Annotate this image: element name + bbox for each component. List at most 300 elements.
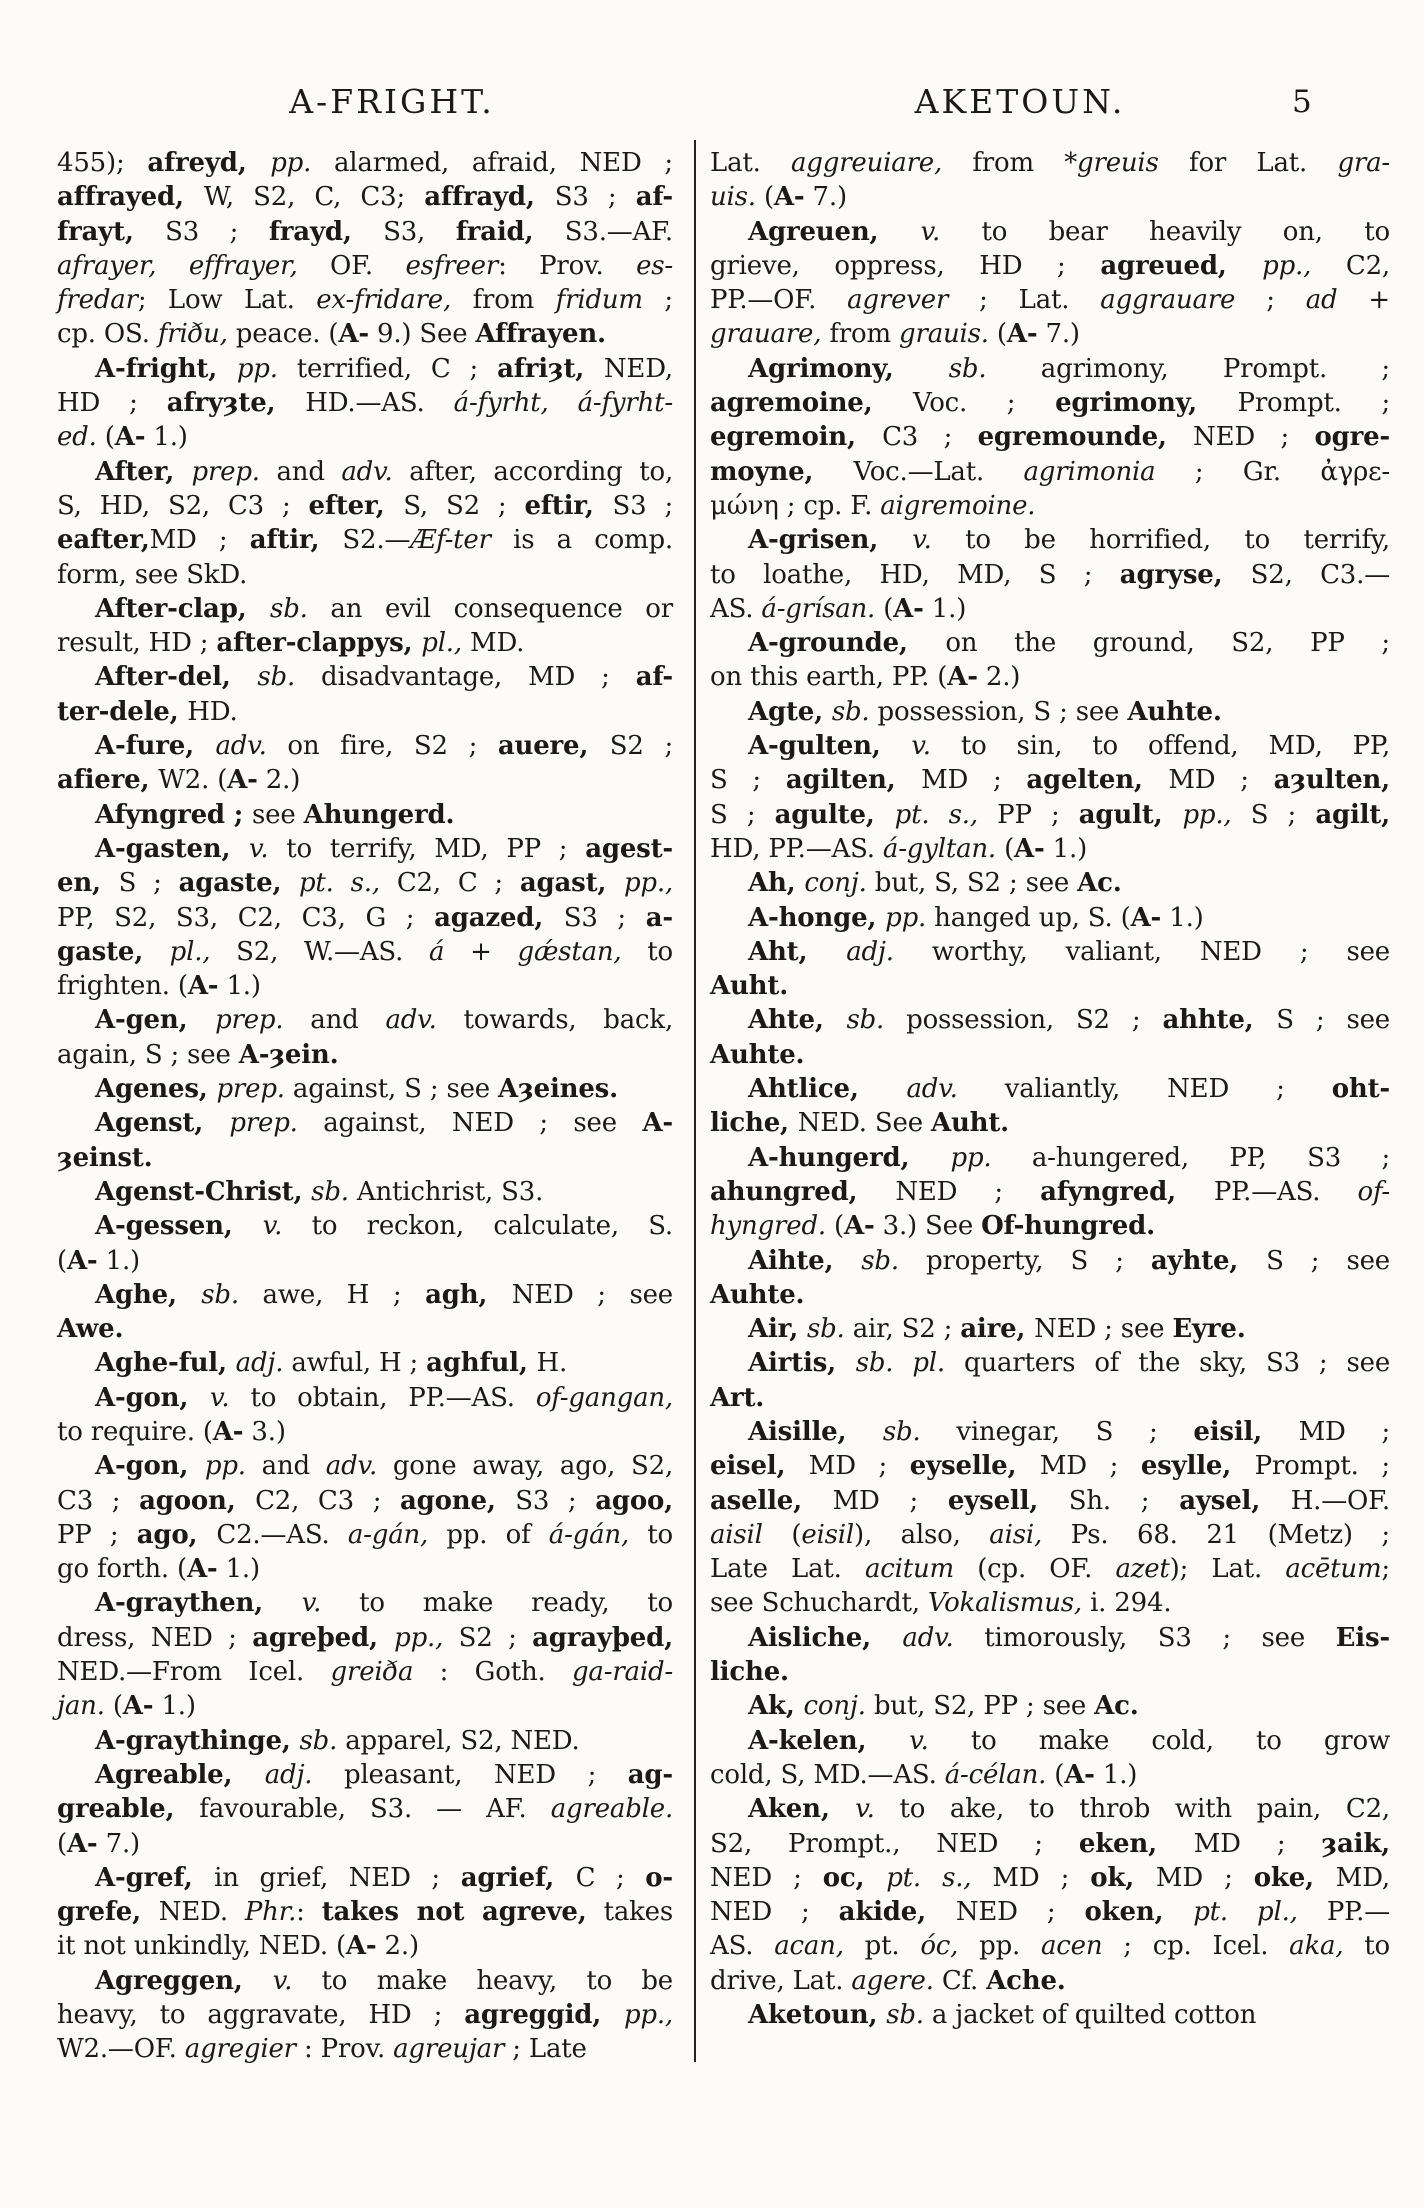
text-segment: ( — [755, 182, 774, 213]
text-segment: it not unkindly, NED. ( — [57, 1931, 346, 1962]
dictionary-entry — [57, 1003, 673, 1072]
text-segment: After-del, — [95, 662, 258, 693]
column-divider-rule — [694, 140, 696, 2062]
text-segment: PP ; — [57, 1519, 137, 1550]
text-line — [710, 146, 1390, 180]
text-line — [57, 1415, 673, 1449]
text-segment: a-gán, — [347, 1519, 429, 1550]
text-segment: S, S2 ; — [403, 490, 525, 521]
text-line — [57, 592, 673, 626]
running-title-right: AKETOUN. — [914, 82, 1126, 121]
text-line — [57, 866, 673, 900]
text-segment: cp. OS. — [57, 319, 158, 350]
text-segment: sb. — [201, 1279, 239, 1310]
text-segment: v. — [272, 1965, 293, 1996]
text-segment: but, S, S2 ; see — [866, 868, 1078, 899]
text-segment: adv. — [906, 1074, 958, 1105]
text-line — [710, 866, 1390, 900]
text-segment: against, NED ; see — [297, 1108, 643, 1139]
text-segment: A-gessen, — [95, 1211, 263, 1242]
text-segment: pt. s., — [894, 799, 978, 830]
text-segment: sb. — [882, 1416, 921, 1447]
text-line — [57, 1724, 673, 1758]
text-line — [57, 1381, 673, 1415]
text-segment: pp. — [270, 148, 312, 178]
text-segment: 1.) — [218, 971, 261, 1002]
text-segment: HD. — [187, 696, 238, 727]
dictionary-entry — [57, 592, 673, 661]
text-line — [57, 1689, 673, 1723]
text-segment: aisi, — [989, 1519, 1043, 1550]
text-segment: pp., — [623, 2000, 673, 2031]
text-segment: MD ; — [1168, 765, 1274, 796]
text-segment: to — [621, 936, 674, 967]
text-segment: S3, — [383, 216, 456, 247]
text-segment: S3 ; — [612, 490, 674, 521]
text-segment: Voc.—Lat. — [853, 456, 1024, 487]
text-segment: A- — [187, 971, 219, 1002]
text-segment: A- — [1014, 833, 1045, 864]
text-segment: A- — [843, 1211, 875, 1242]
text-line — [57, 558, 673, 592]
text-segment: pp. of — [428, 1519, 549, 1550]
text-segment: from — [451, 285, 556, 316]
text-segment: S2, C3.— — [1250, 559, 1391, 590]
text-segment: aselle, — [710, 1485, 833, 1516]
text-segment: aghful, — [426, 1348, 537, 1379]
running-title-left: A-FRIGHT. — [289, 82, 495, 121]
text-segment: towards, back, — [436, 1005, 674, 1036]
text-line — [57, 1964, 673, 1998]
text-segment: pl., — [169, 936, 211, 967]
text-line — [710, 1278, 1390, 1312]
text-segment: MD. — [461, 628, 525, 659]
text-segment: 7.) — [97, 1828, 140, 1859]
text-segment: Afyngred ; — [95, 799, 253, 830]
text-segment: timorously, S3 ; see — [953, 1622, 1336, 1653]
text-line — [57, 1552, 673, 1586]
text-segment: Art. — [710, 1382, 765, 1413]
dictionary-entry — [710, 1998, 1390, 2032]
text-segment: egrimony, — [1055, 388, 1238, 419]
dictionary-entry — [710, 1003, 1390, 1072]
text-segment: Agenst-Christ, — [95, 1176, 312, 1207]
text-segment: á-fyrht, á-fyrht- — [453, 388, 674, 419]
text-segment: aggrauare — [1100, 285, 1236, 316]
text-line — [710, 935, 1390, 969]
text-segment: S2, Prompt., NED ; — [710, 1828, 1079, 1859]
text-segment: NED ; — [1193, 422, 1315, 453]
text-segment: : Prov. — [295, 2034, 394, 2065]
text-segment: agrayþed, — [532, 1622, 673, 1653]
text-segment: v. — [248, 833, 269, 864]
text-segment: Phr. — [244, 1897, 297, 1928]
text-line — [57, 1621, 673, 1655]
text-segment: eyselle, — [909, 1451, 1040, 1482]
dictionary-entry — [710, 866, 1390, 900]
text-segment: adv. — [325, 1451, 378, 1482]
text-segment: an evil consequence or — [307, 593, 673, 624]
dictionary-entry — [710, 1141, 1390, 1244]
text-segment: agilten, — [785, 765, 922, 796]
text-segment: Aisliche, — [748, 1622, 903, 1653]
text-segment: S2.— — [342, 525, 411, 556]
text-line — [57, 455, 673, 489]
text-segment: liche, — [710, 1108, 798, 1139]
text-segment: eken, — [1078, 1828, 1194, 1859]
text-segment: terrified, C ; — [277, 353, 498, 384]
dictionary-entry — [710, 1244, 1390, 1313]
text-line — [710, 626, 1390, 660]
text-line — [710, 1586, 1390, 1620]
text-segment: (cp. OF. — [953, 1554, 1116, 1585]
dictionary-entry — [57, 1106, 673, 1175]
dictionary-entry — [710, 935, 1390, 1004]
text-segment: Ah, — [748, 868, 805, 899]
dictionary-entry — [710, 729, 1390, 866]
text-line — [57, 1929, 673, 1963]
text-segment: ; Gr. ἀγρε- — [1155, 456, 1391, 487]
text-segment: Agreggen, — [95, 1965, 273, 1996]
text-line — [710, 1484, 1390, 1518]
text-segment: greuis — [1077, 148, 1159, 178]
text-segment: af- — [635, 662, 673, 693]
text-line — [57, 1895, 673, 1929]
text-segment: oht- — [1331, 1074, 1390, 1105]
text-line — [57, 1244, 673, 1278]
text-segment: ( — [57, 1828, 67, 1859]
dictionary-entry — [57, 146, 673, 352]
text-segment: 7.) — [804, 182, 847, 213]
text-segment: NED.—From Icel. — [57, 1657, 331, 1688]
text-segment: S3 ; — [554, 182, 636, 213]
text-segment: Ahte, — [748, 1005, 847, 1036]
text-line — [710, 386, 1390, 420]
dictionary-entry — [57, 1724, 673, 1758]
text-segment: Airtis, — [748, 1348, 856, 1379]
text-line — [710, 1003, 1390, 1037]
text-segment: S ; — [710, 799, 775, 830]
text-segment: agrimonia — [1023, 456, 1156, 487]
text-segment: NED. See — [797, 1108, 931, 1139]
text-segment: agryse, — [1119, 559, 1251, 590]
text-line — [57, 1861, 673, 1895]
text-segment: pt. s., — [886, 1862, 972, 1893]
text-segment: óc, — [920, 1931, 959, 1962]
text-segment: gone away, ago, S2, — [377, 1451, 674, 1482]
text-segment: afiere, — [57, 765, 159, 796]
text-segment: frayd, — [268, 216, 384, 247]
text-segment: v. — [855, 1794, 875, 1825]
text-segment: A-gulten, — [748, 731, 912, 762]
text-segment: agast, — [519, 868, 624, 899]
text-segment: aka, — [1289, 1931, 1344, 1962]
text-segment: Aghe, — [95, 1279, 202, 1310]
text-line — [710, 523, 1390, 557]
text-segment: sb. — [886, 2000, 924, 2031]
text-segment: Agreuen, — [748, 216, 921, 247]
text-segment: to sin, to offend, MD, PP, — [930, 731, 1391, 762]
dictionary-entry — [57, 832, 673, 1003]
text-segment: gaste, — [57, 936, 170, 967]
text-segment: see — [252, 799, 304, 830]
text-segment: Aken, — [748, 1794, 856, 1825]
text-segment: fredar — [57, 285, 138, 316]
text-segment: agere. — [851, 1965, 934, 1996]
text-line — [710, 1106, 1390, 1140]
text-segment: to require. ( — [57, 1416, 213, 1447]
text-segment: Æf-ter — [410, 525, 491, 556]
text-line — [57, 386, 673, 420]
text-segment: MD ; — [1155, 1862, 1254, 1893]
text-segment: afrayer, effrayer, — [57, 250, 331, 281]
text-segment: ( — [996, 833, 1015, 864]
text-segment: esylle, — [1140, 1451, 1255, 1482]
text-segment: MD ; — [1039, 1451, 1141, 1482]
dictionary-entry — [710, 1415, 1390, 1621]
text-segment: W2.—OF. — [57, 2034, 185, 2065]
text-segment: prep. — [216, 1074, 285, 1105]
text-segment: a-hungered, PP, S3 ; — [991, 1142, 1391, 1173]
text-segment: Ahungerd. — [303, 799, 455, 830]
text-segment: 1.) — [1161, 902, 1204, 933]
text-line — [710, 729, 1390, 763]
text-segment: 455); — [57, 148, 148, 178]
text-segment: ayhte, — [1150, 1245, 1267, 1276]
text-segment: 1.) — [217, 1554, 260, 1585]
dictionary-entry — [57, 1861, 673, 1964]
text-segment: peace. ( — [227, 319, 339, 350]
text-segment: ; — [642, 285, 673, 316]
text-line — [710, 249, 1390, 283]
text-segment: ( — [875, 593, 894, 624]
text-segment: W2. ( — [158, 765, 228, 796]
text-segment: A- — [947, 662, 978, 693]
text-segment: prep. — [229, 1108, 298, 1139]
text-line — [710, 1621, 1390, 1655]
text-segment: NED, — [603, 353, 673, 384]
text-line — [57, 660, 673, 694]
text-line — [57, 1792, 673, 1826]
text-segment: adj. — [235, 1348, 284, 1379]
text-segment: H.—OF. — [1290, 1485, 1390, 1516]
text-line — [710, 1209, 1390, 1243]
text-line — [710, 352, 1390, 386]
text-segment: sb. — [948, 353, 987, 384]
text-segment: fridum — [555, 285, 643, 316]
text-segment: again, S ; see — [57, 1039, 239, 1070]
text-segment: A- — [338, 319, 369, 350]
text-segment: A-ȝein. — [238, 1039, 339, 1070]
text-segment: S2, W.—AS. — [210, 936, 429, 967]
text-segment: and — [259, 456, 342, 487]
text-segment: Late Lat. — [710, 1554, 865, 1585]
text-line — [710, 1141, 1390, 1175]
text-segment: sb. — [806, 1314, 845, 1345]
text-segment: greiða — [330, 1657, 414, 1688]
text-segment: NED ; — [895, 1176, 1041, 1207]
text-segment: agoo, — [595, 1485, 673, 1516]
text-segment: pt. pl., — [1193, 1897, 1298, 1928]
dictionary-entry — [57, 1586, 673, 1723]
text-segment: PP.— — [1297, 1897, 1390, 1928]
text-line — [57, 1484, 673, 1518]
text-segment: Aghe-ful, — [95, 1348, 236, 1379]
text-line — [710, 1346, 1390, 1380]
text-segment: S, HD, S2, C3 ; — [57, 490, 309, 521]
text-segment: pp. — [204, 1451, 246, 1482]
dictionary-entry — [57, 352, 673, 455]
text-segment: grauis. — [899, 319, 989, 350]
text-segment: Vokalismus, — [927, 1588, 1082, 1619]
dictionary-entry — [57, 1072, 673, 1106]
text-segment: ; Low Lat. — [137, 285, 317, 316]
text-segment: to make ready, to — [321, 1588, 674, 1619]
text-segment: S2 ; — [609, 731, 674, 762]
text-segment: PP ; — [977, 799, 1079, 830]
text-segment: agone, — [400, 1485, 516, 1516]
text-segment: greable, — [57, 1794, 200, 1825]
text-line — [57, 832, 673, 866]
page-number: 5 — [1292, 84, 1312, 120]
text-segment: ), also, — [854, 1519, 990, 1550]
dictionary-entry — [710, 523, 1390, 626]
text-segment: Agenes, — [95, 1074, 217, 1105]
text-segment: A-gasten, — [95, 833, 249, 864]
text-segment: oken, — [1084, 1897, 1194, 1928]
text-segment: egremoin, — [710, 422, 883, 453]
text-segment: Cf. — [933, 1965, 987, 1996]
text-segment: eisil, — [1193, 1416, 1299, 1447]
text-segment: Ac. — [1094, 1691, 1139, 1722]
text-line — [57, 1141, 673, 1175]
text-segment: ahhte, — [1162, 1005, 1277, 1036]
text-line — [710, 660, 1390, 694]
text-segment: to reckon, calculate, S. — [282, 1211, 673, 1242]
text-segment: 2.) — [977, 662, 1021, 693]
text-segment: HD ; — [57, 388, 167, 419]
text-line — [710, 1895, 1390, 1929]
text-segment: sb. — [846, 1005, 885, 1036]
text-segment: v. — [920, 216, 941, 247]
text-segment: pleasant, NED ; — [312, 1759, 628, 1790]
text-segment: possession, S2 ; — [884, 1005, 1163, 1036]
text-segment: Auht. — [710, 971, 789, 1002]
text-segment: S ; see — [1276, 1005, 1390, 1036]
text-segment: on fire, S2 ; — [266, 731, 498, 762]
text-line — [57, 180, 673, 214]
text-line — [57, 1038, 673, 1072]
text-segment: á-grísan. — [761, 593, 876, 624]
text-segment: on this earth, PP. ( — [710, 662, 948, 693]
text-segment: adv. — [385, 1005, 437, 1036]
text-segment: sb. — [257, 662, 296, 693]
text-segment: oc, — [822, 1862, 887, 1893]
text-line — [57, 352, 673, 386]
text-segment: akide, — [838, 1897, 956, 1928]
text-line — [57, 1278, 673, 1312]
dictionary-entry — [710, 1621, 1390, 1690]
text-segment: C2.—AS. — [216, 1519, 348, 1550]
text-segment: a- — [645, 902, 673, 933]
text-segment: A-graythinge, — [95, 1725, 300, 1756]
text-segment: heavy, to aggravate, HD ; — [57, 2000, 465, 2031]
text-segment: dress, NED ; — [57, 1622, 253, 1653]
text-line — [57, 1346, 673, 1380]
dictionary-entry — [57, 660, 673, 729]
text-segment: eafter, — [57, 525, 150, 556]
text-segment: property, S ; — [898, 1245, 1151, 1276]
text-segment: Ps. 68. 21 (Metz) ; — [1042, 1519, 1390, 1550]
text-line — [57, 1998, 673, 2032]
text-segment: grauare, — [710, 319, 822, 350]
text-segment: S ; — [1231, 799, 1316, 830]
text-segment: grieve, oppress, HD ; — [710, 250, 1101, 281]
text-segment: frayt, — [57, 216, 166, 247]
text-line — [710, 1175, 1390, 1209]
text-segment: agult, — [1078, 799, 1183, 830]
text-segment: á-célan. — [944, 1759, 1047, 1790]
text-segment: A-gref, — [95, 1862, 215, 1893]
text-segment: A- — [1064, 1759, 1095, 1790]
text-segment: OF. — [330, 250, 406, 281]
text-segment: to — [629, 1519, 673, 1550]
text-line — [710, 420, 1390, 454]
text-segment: friðu, — [157, 319, 228, 350]
text-segment: and — [245, 1451, 326, 1482]
text-segment: moyne, — [710, 456, 854, 487]
text-segment: result, HD ; — [57, 628, 217, 659]
text-line — [710, 1552, 1390, 1586]
text-line — [710, 1038, 1390, 1072]
text-segment: af- — [635, 182, 673, 213]
text-segment: S3 ; — [165, 216, 269, 247]
text-segment: MD ; — [971, 1862, 1091, 1893]
text-segment: agreued, — [1100, 250, 1263, 281]
text-segment: is a comp. — [490, 525, 673, 556]
dictionary-entry — [57, 1346, 673, 1380]
text-line — [710, 1998, 1390, 2032]
text-segment: acen — [1040, 1931, 1103, 1962]
text-segment: for Lat. — [1158, 148, 1338, 178]
text-segment: á-gyltan. — [882, 833, 996, 864]
text-line — [710, 969, 1390, 1003]
text-segment: v. — [301, 1588, 322, 1619]
text-segment: ; — [1235, 285, 1306, 316]
text-segment: affrayed, — [57, 182, 204, 213]
text-segment: A- — [66, 1828, 98, 1859]
text-segment: ȝaik, — [1321, 1828, 1390, 1859]
text-segment: auere, — [497, 731, 610, 762]
text-segment: A-gen, — [95, 1005, 216, 1036]
text-segment: pp., — [623, 868, 673, 899]
dictionary-entry — [710, 1346, 1390, 1415]
text-line — [57, 249, 673, 283]
text-segment: A- — [114, 422, 146, 453]
text-segment: A-gon, — [95, 1382, 211, 1413]
text-segment: sb. — [861, 1245, 899, 1276]
text-line — [57, 935, 673, 969]
dictionary-entry — [57, 1449, 673, 1586]
text-segment: acan, — [774, 1931, 844, 1962]
text-segment: to loathe, HD, MD, S ; — [710, 559, 1120, 590]
text-line — [57, 215, 673, 249]
dictionary-entry — [710, 215, 1390, 352]
text-segment: Sh. ; — [1068, 1485, 1180, 1516]
text-line — [57, 798, 673, 832]
text-segment: C2, C ; — [379, 868, 520, 899]
text-segment: aire, — [960, 1314, 1035, 1345]
